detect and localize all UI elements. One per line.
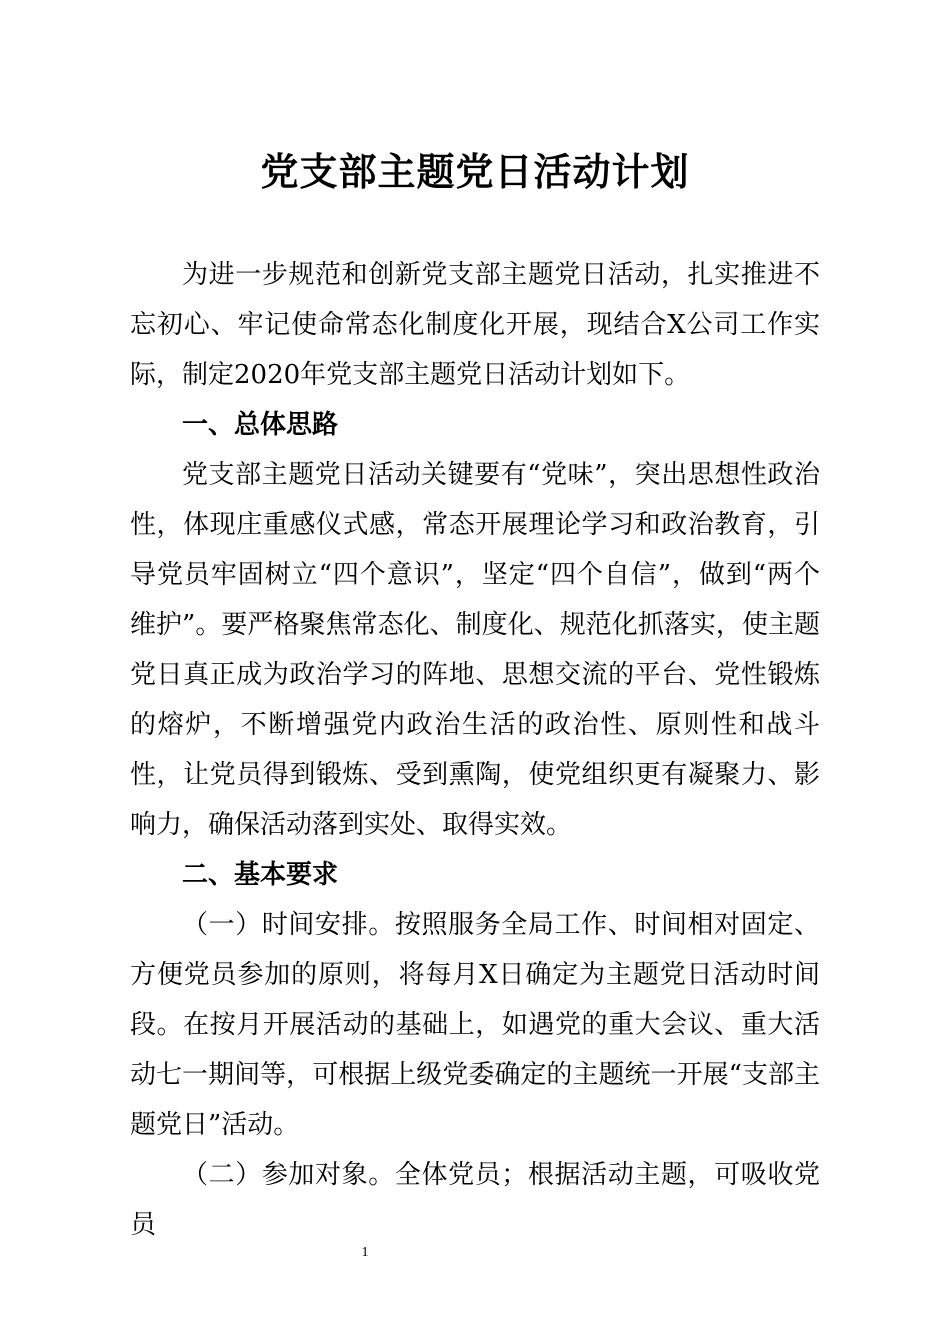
participants-paragraph: （二）参加对象。全体党员；根据活动主题，可吸收党员: [130, 1160, 820, 1240]
section-heading-overall: 一、总体思路: [182, 410, 339, 440]
document-body: [130, 250, 820, 1250]
overall-paragraph: 党支部主题党日活动关键要有“党味”，突出思想性政治性，体现庄重感仪式感，常态开展理论学习和政治教育，引导党员牢固树立“四个意识”，坚定“四个自信”，做到“两个维护”。要严格聚焦常态化、制度化、规范化抓落实，使主题党日真正成为政治学习的阵地、思想交流的平台、党性锻炼的熔炉，不断增强党内政治生活的政治性、原则性和战斗性，让党员得到锻炼、受到熏陶，使党组织更有凝聚力、影响力，确保活动落到实处、取得实效。: [130, 460, 820, 840]
intro-paragraph: 为进一步规范和创新党支部主题党日活动，扎实推进不忘初心、牢记使命常态化制度化开展，现结合X公司工作实际，制定2020年党支部主题党日活动计划如下。: [130, 260, 820, 390]
document-title: 党支部主题党日活动计划: [260, 149, 690, 194]
time-arrangement-paragraph: （一）时间安排。按照服务全局工作、时间相对固定、方便党员参加的原则，将每月X日确定为主题党日活动时间段。在按月开展活动的基础上，如遇党的重大会议、重大活动七一期间等，可根据上级党委确定的主题统一开展“支部主题党日”活动。: [130, 910, 820, 1140]
page-number: 1: [361, 1245, 369, 1260]
section-heading-requirements: 二、基本要求: [182, 860, 339, 890]
